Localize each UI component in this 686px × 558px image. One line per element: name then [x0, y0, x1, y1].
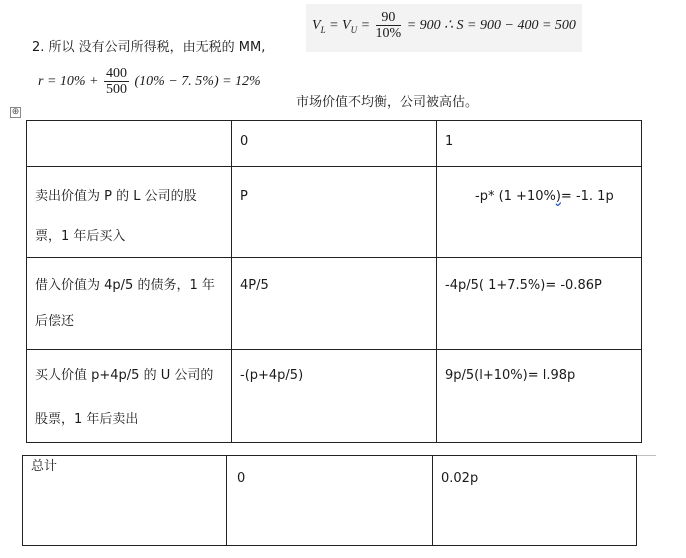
hedge-table [26, 120, 642, 443]
eq-sub-u: U [350, 24, 358, 35]
row-description [27, 167, 232, 258]
equation-value [306, 4, 582, 52]
total-label-cell: 总计 [23, 456, 227, 546]
frac-denominator: 10% [375, 26, 402, 42]
desc-line-2: 票，1 年后买入 [35, 229, 126, 244]
value-part-b: ) [555, 189, 561, 204]
total-value-0: 0 [227, 456, 433, 546]
row-value-0: -(p+4p/5) [232, 350, 437, 443]
row-value-0: 4P/5 [232, 258, 437, 350]
desc-line-1: 借入价值为 4p/5 的债务，1 年 [35, 278, 215, 293]
header-cell-0: 0 [232, 121, 437, 167]
row-value-1: 9p/5(l+10%)= l.98p [437, 350, 642, 443]
fraction-90-10 [376, 10, 402, 41]
fraction-400-500 [104, 66, 129, 97]
value-part-a: -p* (1 +10% [475, 189, 556, 204]
desc-line-2: 后偿还 [35, 314, 75, 329]
eq-vu: = V [329, 18, 351, 33]
row-value-1: -4p/5( 1+7.5%)= -0.86P [437, 258, 642, 350]
eq-equals: = [360, 18, 371, 33]
table-row [27, 167, 642, 258]
desc-line-1: 买人价值 p+4p/5 的 U 公司的 [35, 368, 214, 383]
table-move-icon[interactable]: ⊕ [11, 107, 20, 117]
intro-text: 2. 所以 没有公司所得税，由无税的 MM, [32, 40, 266, 55]
equation-return [38, 64, 261, 100]
table-row [27, 350, 642, 443]
total-value-1: 0.02p [433, 456, 637, 546]
table-header-row [27, 121, 642, 167]
frac-denominator: 500 [106, 82, 128, 98]
eq-r-start: r = 10% + [38, 74, 99, 89]
frac-numerator: 90 [376, 10, 402, 26]
total-row [23, 456, 637, 546]
eq-sub-l: L [320, 24, 326, 35]
conclusion-text: 市场价值不均衡，公司被高估。 [296, 95, 479, 110]
row-value-0: P [232, 167, 437, 258]
row-description [27, 258, 232, 350]
row-value-1 [437, 167, 642, 258]
total-table [22, 455, 637, 546]
table-row [27, 258, 642, 350]
desc-line-2: 股票，1 年后卖出 [35, 412, 139, 427]
value-part-c: = -1. 1p [560, 189, 614, 204]
eq-r-rest: (10% − 7. 5%) = 12% [134, 74, 261, 89]
eq-result: = 900 ∴ S = 900 − 400 = 500 [406, 18, 576, 33]
header-cell-empty [27, 121, 232, 167]
eq-vl: V [312, 18, 321, 33]
frac-numerator: 400 [106, 66, 128, 82]
header-cell-1: 1 [437, 121, 642, 167]
desc-line-1: 卖出价值为 P 的 L 公司的股 [35, 189, 197, 204]
row-description [27, 350, 232, 443]
